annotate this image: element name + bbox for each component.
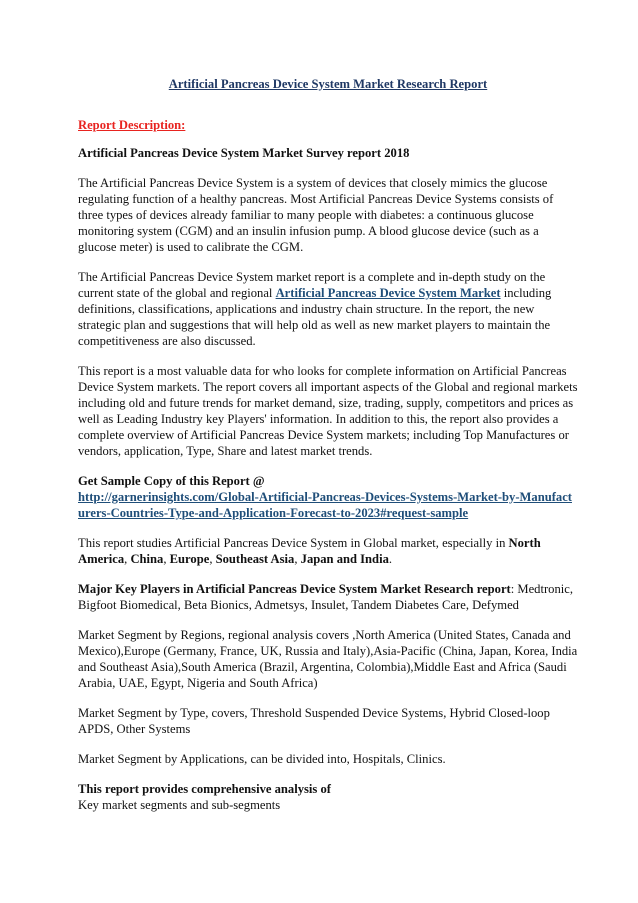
region-japan-india: Japan and India xyxy=(300,552,389,566)
analysis-item: Key market segments and sub-segments xyxy=(78,798,281,812)
region-separator: , xyxy=(294,552,301,566)
page-title: Artificial Pancreas Device System Market Research Report xyxy=(168,77,488,91)
sample-copy-label: Get Sample Copy of this Report @ xyxy=(78,474,265,488)
key-players-list: : Medtronic, Bigfoot Biomedical, Beta Bionics, Admetsys, Insulet, Tandem Diabetes Care, Defymed xyxy=(78,582,573,612)
analysis-heading: This report provides comprehensive analysis of xyxy=(78,782,331,796)
sample-copy-block xyxy=(78,473,578,521)
report-description-label: Report Description: xyxy=(78,118,186,132)
region-europe: Europe xyxy=(169,552,210,566)
segment-regions-paragraph: Market Segment by Regions, regional analysis covers ,North America (United States, Canada and Mexico),Europe (Germany, France, UK, Russia and Italy),Asia-Pacific (China, Japan, Korea, India and Southeast Asia),South America (Brazil, Argentina, Colombia),Middle East and Africa (Saudi Arabia, UAE, Egypt, Nigeria and South Africa) xyxy=(78,628,578,690)
market-link[interactable]: Artificial Pancreas Device System Market xyxy=(275,286,501,300)
sample-copy-link[interactable]: http://garnerinsights.com/Global-Artificial-Pancreas-Devices-Systems-Market-by-Manufacturers-Countries-Type-and-Application-Forecast-to-2023#request-sample xyxy=(78,490,572,520)
region-separator: , xyxy=(124,552,131,566)
regions-paragraph xyxy=(78,535,578,567)
segment-type-paragraph: Market Segment by Type, covers, Threshold Suspended Device Systems, Hybrid Closed-loop APDS, Other Systems xyxy=(78,706,550,736)
intro-paragraph: The Artificial Pancreas Device System is a system of devices that closely mimics the glucose regulating function of a healthy pancreas. Most Artificial Pancreas Device Systems consists of three types of devices already familiar to many people with diabetes: a continuous glucose monitoring system (CGM) and an insulin infusion pump. A blood glucose device (such as a glucose meter) is used to calibrate the CGM. xyxy=(78,176,554,254)
segment-applications-paragraph: Market Segment by Applications, can be divided into, Hospitals, Clinics. xyxy=(78,752,446,766)
region-separator: , xyxy=(209,552,216,566)
region-southeast-asia: Southeast Asia xyxy=(215,552,295,566)
value-paragraph: This report is a most valuable data for who looks for complete information on Artificial Pancreas Device System markets. The report covers all important aspects of the Global and regional markets including old and future trends for market demand, size, trading, supply, competitors and prices as well as Leading Industry key Players' information. In addition to this, the report also provides a complete overview of Artificial Pancreas Device System markets; including Top Manufactures or vendors, application, Type, Share and latest market trends. xyxy=(78,364,578,458)
region-china: China xyxy=(130,552,164,566)
overview-text-after: including definitions, classifications, applications and industry chain structure. In the report, the new strategic plan and suggestions that will help old as well as new market players to maintain the competitiveness are also discussed. xyxy=(78,286,552,348)
sentence-end: . xyxy=(388,552,393,566)
analysis-block xyxy=(78,781,578,813)
key-players-paragraph xyxy=(78,581,578,613)
key-players-label: Major Key Players in Artificial Pancreas Device System Market Research report xyxy=(78,582,511,596)
survey-heading: Artificial Pancreas Device System Market Survey report 2018 xyxy=(78,146,410,160)
overview-text-before: The Artificial Pancreas Device System market report is a complete and in-depth study on the current state of the global and regional xyxy=(78,270,546,300)
region-north-america: North America xyxy=(78,536,541,566)
market-overview-paragraph xyxy=(78,269,578,349)
regions-intro: This report studies Artificial Pancreas Device System in Global market, especially in xyxy=(78,536,509,550)
region-separator: , xyxy=(163,552,170,566)
